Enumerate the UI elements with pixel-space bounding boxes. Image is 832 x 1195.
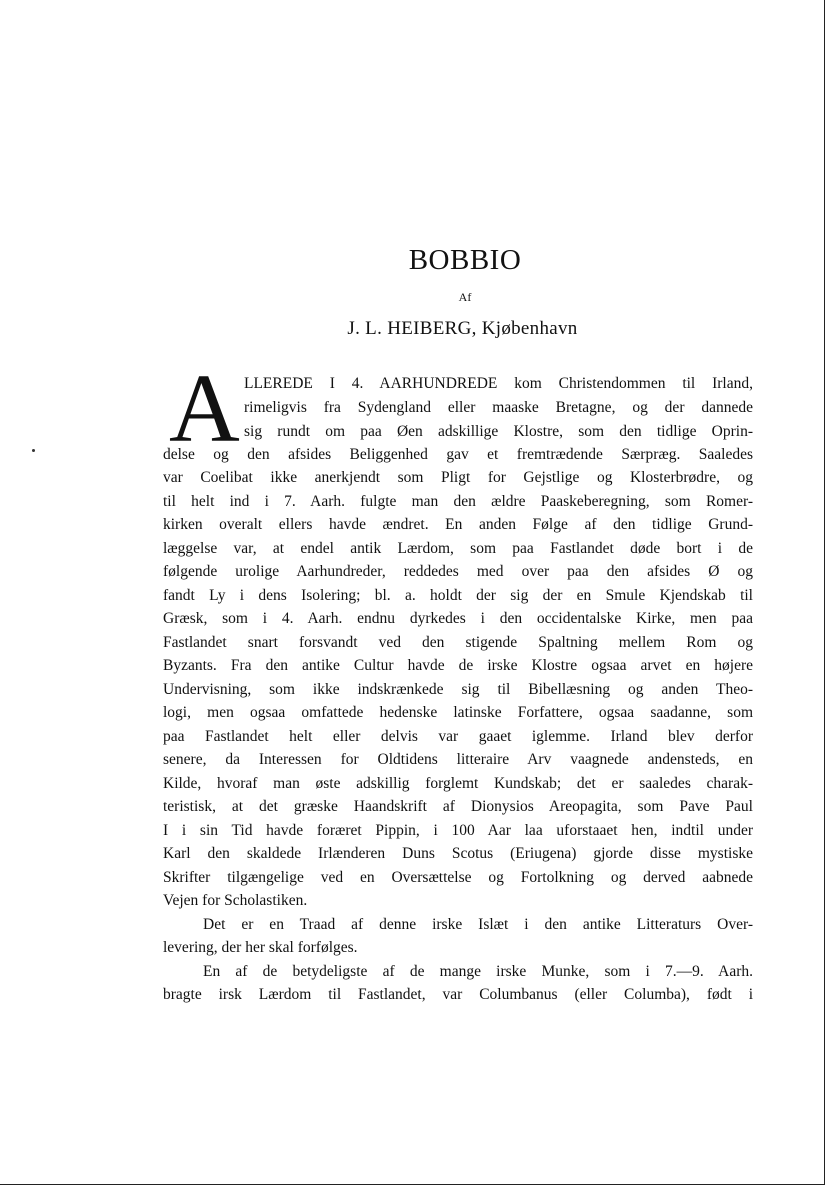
text-line: Byzants. Fra den antike Cultur havde de irske Klostre ogsaa arvet en højere — [163, 657, 753, 674]
text-line: En af de betydeligste af de mange irske Munke, som i 7.—9. Aarh. — [203, 963, 753, 980]
drop-cap: A — [169, 355, 240, 463]
scan-speck — [32, 449, 35, 452]
text-line: læggelse var, at endel antik Lærdom, som paa Fastlandet døde bort i de — [163, 540, 753, 557]
text-line: LLEREDE I 4. AARHUNDREDE kom Christendommen til Irland, — [244, 375, 753, 392]
text-line: fandt Ly i dens Isolering; bl. a. holdt der sig der en Smule Kjendskab til — [163, 587, 753, 604]
text-line: senere, da Interessen for Oldtidens litteraire Arv vaagnede andensteds, en — [163, 751, 753, 768]
article-title: BOBBIO — [408, 244, 522, 276]
text-line: I i sin Tid havde foræret Pippin, i 100 Aar laa uforstaaet hen, indtil under — [163, 822, 753, 839]
page-edge-bottom — [0, 1184, 825, 1185]
text-line: kirken overalt ellers havde ændret. En anden Følge af den tidlige Grund- — [163, 516, 753, 533]
page-edge-right — [824, 0, 825, 1185]
author-line: J. L. HEIBERG, Kjøbenhavn — [347, 318, 578, 339]
text-line: Græsk, som i 4. Aarh. endnu dyrkedes i den occidentalske Kirke, men paa — [163, 610, 753, 627]
text-line: paa Fastlandet helt eller delvis var gaaet iglemme. Irland blev derfor — [163, 728, 753, 745]
text-line: Fastlandet snart forsvandt ved den stigende Spaltning mellem Rom og — [163, 634, 753, 651]
text-line: bragte irsk Lærdom til Fastlandet, var Columbanus (eller Columba), født i — [163, 986, 753, 1003]
text-line: levering, der her skal forfølges. — [163, 939, 358, 956]
text-line: Kilde, hvoraf man øste adskillig forglemt Kundskab; det er saaledes charak- — [163, 775, 753, 792]
text-line: Det er en Traad af denne irske Islæt i den antike Litteraturs Over- — [203, 916, 753, 933]
text-line: Vejen for Scholastiken. — [163, 892, 308, 909]
text-line: Undervisning, som ikke indskrænkede sig til Bibellæsning og anden Theo- — [163, 681, 753, 698]
text-line: til helt ind i 7. Aarh. fulgte man den ældre Paaskeberegning, som Romer- — [163, 493, 753, 510]
text-line: teristisk, at det græske Haandskrift af Dionysios Areopagita, som Pave Paul — [163, 798, 753, 815]
text-line: Karl den skaldede Irlænderen Duns Scotus (Eriugena) gjorde disse mystiske — [163, 845, 753, 862]
text-line: Skrifter tilgængelige ved en Oversættelse og Fortolkning og derved aabnede — [163, 869, 753, 886]
text-line: logi, men ogsaa omfattede hedenske latinske Forfattere, ogsaa saadanne, som — [163, 704, 753, 721]
text-line: var Coelibat ikke anerkjendt som Pligt for Gejstlige og Klosterbrødre, og — [163, 469, 753, 486]
text-line: sig rundt om paa Øen adskillige Klostre, som den tidlige Oprin- — [244, 423, 753, 440]
byline-prefix: Af — [458, 290, 472, 304]
text-line: delse og den afsides Beliggenhed gav et fremtrædende Særpræg. Saaledes — [163, 446, 753, 463]
text-line: følgende urolige Aarhundreder, reddedes med over paa den afsides Ø og — [163, 563, 753, 580]
text-line: rimeligvis fra Sydengland eller maaske Bretagne, og der dannede — [244, 399, 753, 416]
